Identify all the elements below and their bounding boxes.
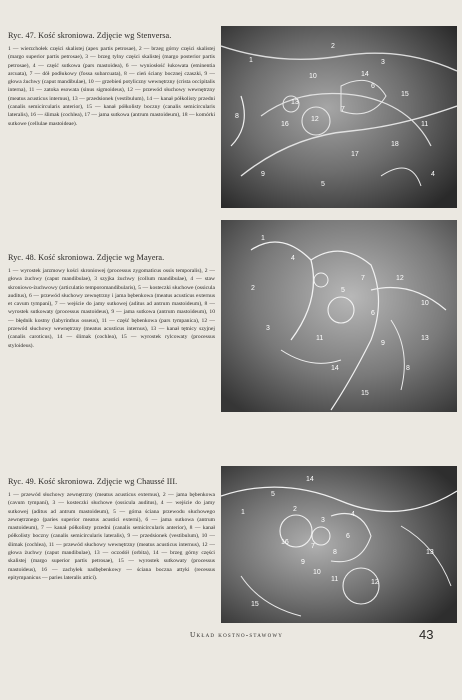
fig49-label-7: 7 xyxy=(311,543,315,550)
fig47-label-10: 10 xyxy=(309,73,317,80)
fig47-label-13: 13 xyxy=(291,99,299,106)
fig49-label-13: 13 xyxy=(426,549,434,556)
fig48-xray-image xyxy=(221,220,457,412)
fig49-label-5: 5 xyxy=(271,491,275,498)
fig47-label-4: 4 xyxy=(431,171,435,178)
fig48-label-5: 5 xyxy=(341,287,345,294)
fig49-label-2: 2 xyxy=(293,506,297,513)
fig47-label-6: 6 xyxy=(371,83,375,90)
fig49-label-8: 8 xyxy=(333,549,337,556)
fig48-label-2: 2 xyxy=(251,285,255,292)
fig49-label-1: 1 xyxy=(241,509,245,516)
fig47-xray-image xyxy=(221,26,457,208)
fig47-label-12: 12 xyxy=(311,116,319,123)
fig49-label-10: 10 xyxy=(313,569,321,576)
fig49-xray-image xyxy=(221,466,457,623)
fig49-label-11: 11 xyxy=(331,576,339,583)
fig47-label-15: 15 xyxy=(401,91,409,98)
fig48-label-8: 8 xyxy=(406,365,410,372)
page-number: 43 xyxy=(419,627,434,642)
fig48-label-13: 13 xyxy=(421,335,429,342)
fig48-title: Ryc. 48. Kość skroniowa. Zdjęcie wg Mayera. xyxy=(8,253,165,262)
fig48-caption xyxy=(8,252,215,350)
fig49-label-15: 15 xyxy=(251,601,259,608)
fig49-label-6: 6 xyxy=(346,533,350,540)
fig47-label-18: 18 xyxy=(391,141,399,148)
fig48-label-4: 4 xyxy=(291,255,295,262)
fig48-label-7: 7 xyxy=(361,275,365,282)
fig49-label-12: 12 xyxy=(371,579,379,586)
fig48-label-9: 9 xyxy=(381,340,385,347)
fig47-title: Ryc. 47. Kość skroniowa. Zdjęcie wg Stenversa. xyxy=(8,31,172,40)
fig48-label-6: 6 xyxy=(371,310,375,317)
fig47-label-16: 16 xyxy=(281,121,289,128)
fig47-label-8: 8 xyxy=(235,113,239,120)
fig47-caption xyxy=(8,30,215,128)
fig48-label-10: 10 xyxy=(421,300,429,307)
fig49-title: Ryc. 49. Kość skroniowa. Zdjęcie wg Chaussé III. xyxy=(8,477,178,486)
fig49-label-3: 3 xyxy=(321,517,325,524)
fig48-label-12: 12 xyxy=(396,275,404,282)
fig49-legend-text: 1 — przewód słuchowy zewnętrzny (meatus acusticus externus), 2 — jama bębenkowa (cavum tympani), 3 — kosteczki słuchowe (ossicula auditus), 4 — wejście do jamy sutkowej (aditus ad antrum mastoideum), 5 — górna ściana przewodu słuchowego zewnętrznego (paries superior meatus acustici externi), 6 — jama sutkowa (antrum mastoideum), 7 — kanał półkolisty przedni (canalis semicircularis anterior), 8 — kanał półkolisty boczny (canalis semicircularis lateralis), 9 — przedsionek (vestibulum), 10 — ślimak (cochlea), 11 — przewód słuchowy wewnętrzny (meatus acusticus internus), 12 — głowa żuchwy (caput mandibulae), 13 — oczodół (orbita), 14 — brzeg górny części skalistej (margo superior partis petrosae), 15 — wyrostek sutkowaty (processus mastoideus), 16 — zachyłek nadbębenkowy — ściana boczna attyki (recessus epitympanicus — paries lateralis attici). xyxy=(8,492,215,581)
fig47-label-11: 11 xyxy=(421,121,429,128)
fig47-label-1: 1 xyxy=(249,57,253,64)
fig49-caption xyxy=(8,476,215,582)
fig49-label-9: 9 xyxy=(301,559,305,566)
fig47-label-5: 5 xyxy=(321,181,325,188)
fig47-label-9: 9 xyxy=(261,171,265,178)
fig48-label-3: 3 xyxy=(266,325,270,332)
fig47-label-14: 14 xyxy=(361,71,369,78)
fig49-label-4: 4 xyxy=(351,511,355,518)
fig47-legend-text: 1 — wierzchołek części skalistej (apex partis petrosae), 2 — brzeg górny części skalistej (margo superior partis petrosae), 3 — brzeg tylny części skalistej (margo posterior partis petrosae), 4 — część sutkowa (pars mastoidea), 6 — wyniosłość łukowata (eminentia arcuata), 7 — dół podłukowy (fossa subarcuata), 8 — cień ściany bocznej czaszki, 9 — głowa żuchwy (caput mandibulae), 10 — grzebień potyliczny wewnętrzny (crista occipitalis interna), 11 — zatoka esowata (sinus sigmoideus), 12 — przewód słuchowy wewnętrzny (meatus acusticus internus), 13 — przedsionek (vestibulum), 14 — kanał półkolisty przedni (canalis semicircularis anterior), 15 — kanał półkolisty boczny (canalis semicircularis lateralis), 16 — ślimak (cochlea), 17 — jama sutkowa (antrum mastoideum), 18 — komórki sutkowe (cellulae mastoideae). xyxy=(8,46,215,127)
fig47-label-2: 2 xyxy=(331,43,335,50)
running-footer-title: Układ kostno-stawowy xyxy=(190,630,284,639)
fig47-label-7: 7 xyxy=(341,106,345,113)
fig48-label-14: 14 xyxy=(331,365,339,372)
fig48-label-15: 15 xyxy=(361,390,369,397)
fig48-label-11: 11 xyxy=(316,335,324,342)
fig49-label-16: 16 xyxy=(281,539,289,546)
fig47-xray-drawing xyxy=(221,26,457,208)
fig48-label-1: 1 xyxy=(261,235,265,242)
fig49-xray-drawing xyxy=(221,466,457,623)
fig48-legend-text: 1 — wyrostek jarzmowy kości skroniowej (processus zygomaticus ossis temporalis), 2 — głowa żuchwy (caput mandibulae), 3 szyjka żuchwy (collum mandibulae), 4 — staw skroniowo-żuchwowy (articulatio temporomandibularis), 5 — kosteczki słuchowe (ossicula auditus), 6 — przewód słuchowy zewnętrzny i jama bębenkowa (meatus acusticus externus et cavum tympani), 7 — wejście do jamy sutkowej (aditus ad antrum mastoideum), 8 — wyrostek sutkowaty (processus mastoideus), 9 — jama sutkowa (antrum mastoideum), 10 — błędnik kostny (labyrinthus osseus), 11 — część bębenkowa (pars tympanica), 12 — przewód słuchowy wewnętrzny (meatus acusticus internus), 13 — kanał tętnicy szyjnej (canalis caroticus), 14 — ślimak (cochlea), 15 — wyrostek rylcowaty (processus styloideus). xyxy=(8,268,215,349)
fig47-label-3: 3 xyxy=(381,59,385,66)
fig49-label-14: 14 xyxy=(306,476,314,483)
fig48-xray-drawing xyxy=(221,220,457,412)
fig47-label-17: 17 xyxy=(351,151,359,158)
